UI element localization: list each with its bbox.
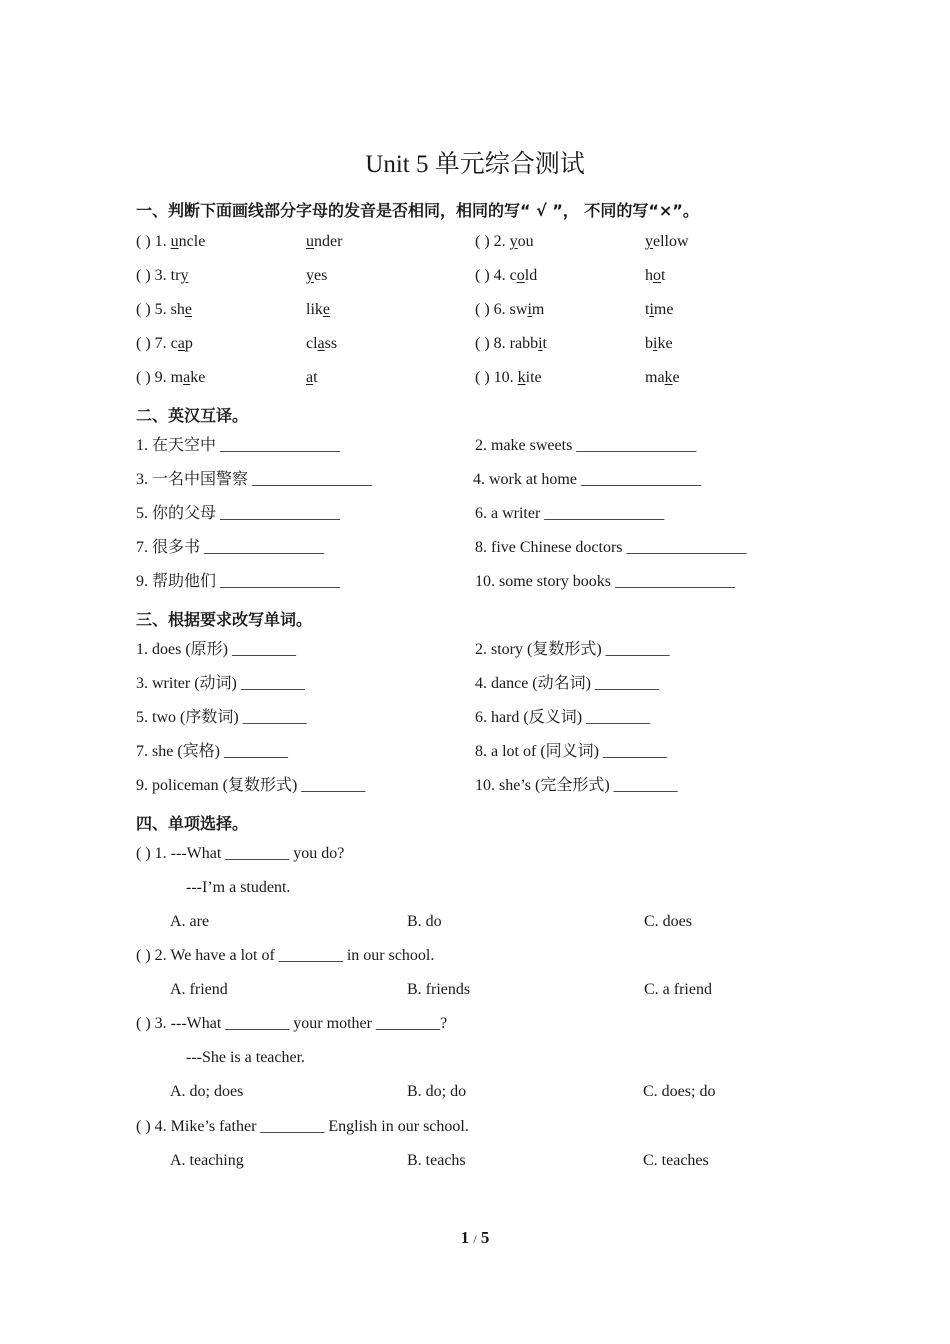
word-part: h bbox=[645, 267, 653, 284]
first-word bbox=[510, 301, 545, 318]
second-word bbox=[645, 267, 665, 284]
word-part: t bbox=[661, 267, 666, 284]
question-reply: ---She is a teacher. bbox=[186, 1049, 306, 1066]
word-part: ke bbox=[657, 335, 673, 352]
item-number: 10. bbox=[493, 369, 514, 386]
translation-item: 6. a writer _______________ bbox=[475, 505, 665, 522]
item-number: 4. bbox=[493, 267, 506, 284]
pronunciation-item bbox=[136, 266, 188, 286]
translation-item: 4. work at home _______________ bbox=[473, 471, 701, 488]
word-part: ma bbox=[645, 369, 665, 386]
option-a: A. are bbox=[170, 913, 210, 930]
compare-word-cell bbox=[306, 368, 318, 388]
underlined-letter: i bbox=[538, 335, 543, 352]
word-form-item: 10. she’s (完全形式) ________ bbox=[475, 777, 678, 794]
page-number bbox=[0, 1228, 950, 1248]
first-word bbox=[171, 267, 189, 284]
first-word bbox=[510, 233, 534, 250]
pronunciation-item bbox=[136, 300, 192, 320]
underlined-letter: a bbox=[317, 335, 325, 352]
second-word bbox=[306, 267, 327, 284]
underlined-letter: y bbox=[509, 233, 518, 250]
compare-word-cell bbox=[306, 300, 330, 320]
option-b: B. do; do bbox=[407, 1083, 467, 1100]
pronunciation-item bbox=[475, 266, 537, 286]
underlined-letter: e bbox=[322, 301, 330, 318]
word-part: ncle bbox=[178, 233, 206, 250]
section-heading-3: 三、根据要求改写单词。 bbox=[136, 610, 313, 629]
word-part: nder bbox=[314, 233, 343, 250]
word-part: b bbox=[645, 335, 653, 352]
word-part: m bbox=[170, 369, 184, 386]
first-word bbox=[510, 335, 547, 352]
underlined-letter: y bbox=[180, 267, 189, 284]
word-part: ite bbox=[525, 369, 542, 386]
pronunciation-item bbox=[136, 368, 205, 388]
answer-paren: ( ) bbox=[475, 335, 490, 352]
word-part: ke bbox=[190, 369, 206, 386]
answer-paren: ( ) bbox=[136, 335, 151, 352]
word-part: cl bbox=[306, 335, 318, 352]
item-number: 5. bbox=[154, 301, 167, 318]
option-c: C. does; do bbox=[643, 1083, 716, 1100]
question-text: ( ) 4. Mike’s father ________ English in our school. bbox=[136, 1118, 469, 1135]
page-title: Unit 5 单元综合测试 bbox=[365, 151, 585, 178]
word-part: t bbox=[645, 301, 650, 318]
word-part: e bbox=[672, 369, 680, 386]
compare-word-cell bbox=[645, 300, 673, 320]
answer-paren: ( ) bbox=[136, 369, 151, 386]
word-part: c bbox=[509, 267, 517, 284]
second-word bbox=[645, 233, 689, 250]
page-separator: / bbox=[473, 1232, 477, 1246]
word-part: ld bbox=[524, 267, 538, 284]
first-word bbox=[171, 233, 206, 250]
current-page: 1 bbox=[460, 1228, 470, 1247]
word-part: tr bbox=[170, 267, 181, 284]
underlined-letter: o bbox=[653, 267, 661, 284]
section-heading-1: 一、判断下面画线部分字母的发音是否相同，相同的写“ √ ”， 不同的写“×”。 bbox=[136, 201, 699, 220]
option-b: B. teachs bbox=[407, 1152, 466, 1169]
word-part: p bbox=[184, 335, 193, 352]
option-c: C. a friend bbox=[644, 981, 712, 998]
first-word bbox=[518, 369, 542, 386]
first-word bbox=[171, 369, 206, 386]
pronunciation-item bbox=[475, 334, 547, 354]
translation-item: 3. 一名中国警察 _______________ bbox=[136, 471, 373, 488]
translation-item: 9. 帮助他们 _______________ bbox=[136, 573, 341, 590]
translation-item: 10. some story books _______________ bbox=[475, 573, 735, 590]
question-reply: ---I’m a student. bbox=[186, 879, 291, 896]
word-part: m bbox=[531, 301, 545, 318]
underlined-letter: y bbox=[645, 233, 653, 250]
answer-paren: ( ) bbox=[136, 267, 151, 284]
word-part: me bbox=[653, 301, 674, 318]
section-heading-4: 四、单项选择。 bbox=[136, 814, 249, 833]
word-form-item: 5. two (序数词) ________ bbox=[136, 709, 307, 726]
underlined-letter: i bbox=[649, 301, 654, 318]
section-heading-2: 二、英汉互译。 bbox=[136, 406, 249, 425]
item-number: 6. bbox=[493, 301, 506, 318]
question-text: ( ) 2. We have a lot of ________ in our school. bbox=[136, 947, 435, 964]
pronunciation-item bbox=[475, 232, 534, 252]
second-word bbox=[645, 335, 673, 352]
option-b: B. friends bbox=[407, 981, 471, 998]
underlined-letter: u bbox=[306, 233, 314, 250]
answer-paren: ( ) bbox=[136, 301, 151, 318]
pronunciation-item bbox=[475, 368, 542, 388]
item-number: 2. bbox=[493, 233, 506, 250]
word-part: sh bbox=[170, 301, 185, 318]
item-number: 7. bbox=[154, 335, 167, 352]
answer-paren: ( ) bbox=[475, 233, 490, 250]
word-part: lik bbox=[306, 301, 323, 318]
word-form-item: 1. does (原形) ________ bbox=[136, 641, 296, 658]
word-part: rabb bbox=[509, 335, 539, 352]
option-a: A. friend bbox=[170, 981, 228, 998]
second-word bbox=[306, 335, 337, 352]
compare-word-cell bbox=[306, 334, 337, 354]
question-text: ( ) 1. ---What ________ you do? bbox=[136, 845, 345, 862]
second-word bbox=[306, 301, 330, 318]
item-number: 9. bbox=[154, 369, 167, 386]
first-word bbox=[171, 301, 192, 318]
answer-paren: ( ) bbox=[475, 301, 490, 318]
second-word bbox=[306, 233, 342, 250]
translation-item: 7. 很多书 _______________ bbox=[136, 539, 325, 556]
underlined-letter: e bbox=[184, 301, 192, 318]
word-part: t bbox=[542, 335, 547, 352]
word-part: ss bbox=[324, 335, 338, 352]
underlined-letter: a bbox=[177, 335, 185, 352]
word-form-item: 9. policeman (复数形式) ________ bbox=[136, 777, 366, 794]
underlined-letter: k bbox=[664, 369, 673, 386]
underlined-letter: a bbox=[183, 369, 191, 386]
translation-item: 2. make sweets _______________ bbox=[475, 437, 697, 454]
compare-word-cell bbox=[645, 266, 665, 286]
translation-item: 5. 你的父母 _______________ bbox=[136, 505, 341, 522]
second-word bbox=[645, 301, 673, 318]
compare-word-cell bbox=[645, 232, 689, 252]
second-word bbox=[645, 369, 680, 386]
word-form-item: 3. writer (动词) ________ bbox=[136, 675, 305, 692]
item-number: 1. bbox=[154, 233, 167, 250]
item-number: 8. bbox=[493, 335, 506, 352]
underlined-letter: i bbox=[527, 301, 532, 318]
compare-word-cell bbox=[645, 368, 680, 388]
first-word bbox=[510, 267, 538, 284]
option-c: C. does bbox=[644, 913, 692, 930]
question-text: ( ) 3. ---What ________ your mother ________? bbox=[136, 1015, 448, 1032]
pronunciation-item bbox=[136, 334, 193, 354]
underlined-letter: i bbox=[653, 335, 658, 352]
pronunciation-item bbox=[475, 300, 544, 320]
pronunciation-item bbox=[136, 232, 205, 252]
total-pages: 5 bbox=[480, 1228, 490, 1247]
option-b: B. do bbox=[407, 913, 442, 930]
word-part: ou bbox=[517, 233, 534, 250]
compare-word-cell bbox=[306, 266, 327, 286]
underlined-letter: o bbox=[516, 267, 525, 284]
option-a: A. do; does bbox=[170, 1083, 244, 1100]
option-a: A. teaching bbox=[170, 1152, 244, 1169]
word-part: c bbox=[170, 335, 178, 352]
answer-paren: ( ) bbox=[475, 369, 490, 386]
word-form-item: 7. she (宾格) ________ bbox=[136, 743, 288, 760]
word-form-item: 8. a lot of (同义词) ________ bbox=[475, 743, 667, 760]
underlined-letter: y bbox=[306, 267, 314, 284]
word-part: sw bbox=[509, 301, 528, 318]
translation-item: 8. five Chinese doctors _______________ bbox=[475, 539, 747, 556]
compare-word-cell bbox=[645, 334, 673, 354]
option-c: C. teaches bbox=[643, 1152, 709, 1169]
item-number: 3. bbox=[154, 267, 167, 284]
underlined-letter: a bbox=[306, 369, 314, 386]
compare-word-cell bbox=[306, 232, 342, 252]
answer-paren: ( ) bbox=[475, 267, 490, 284]
word-part: ellow bbox=[653, 233, 689, 250]
word-form-item: 2. story (复数形式) ________ bbox=[475, 641, 670, 658]
second-word bbox=[306, 369, 318, 386]
word-part: es bbox=[314, 267, 328, 284]
word-form-item: 6. hard (反义词) ________ bbox=[475, 709, 651, 726]
underlined-letter: u bbox=[170, 233, 179, 250]
underlined-letter: k bbox=[517, 369, 526, 386]
word-form-item: 4. dance (动名词) ________ bbox=[475, 675, 659, 692]
first-word bbox=[171, 335, 193, 352]
translation-item: 1. 在天空中 _______________ bbox=[136, 437, 341, 454]
word-part: t bbox=[313, 369, 318, 386]
answer-paren: ( ) bbox=[136, 233, 151, 250]
